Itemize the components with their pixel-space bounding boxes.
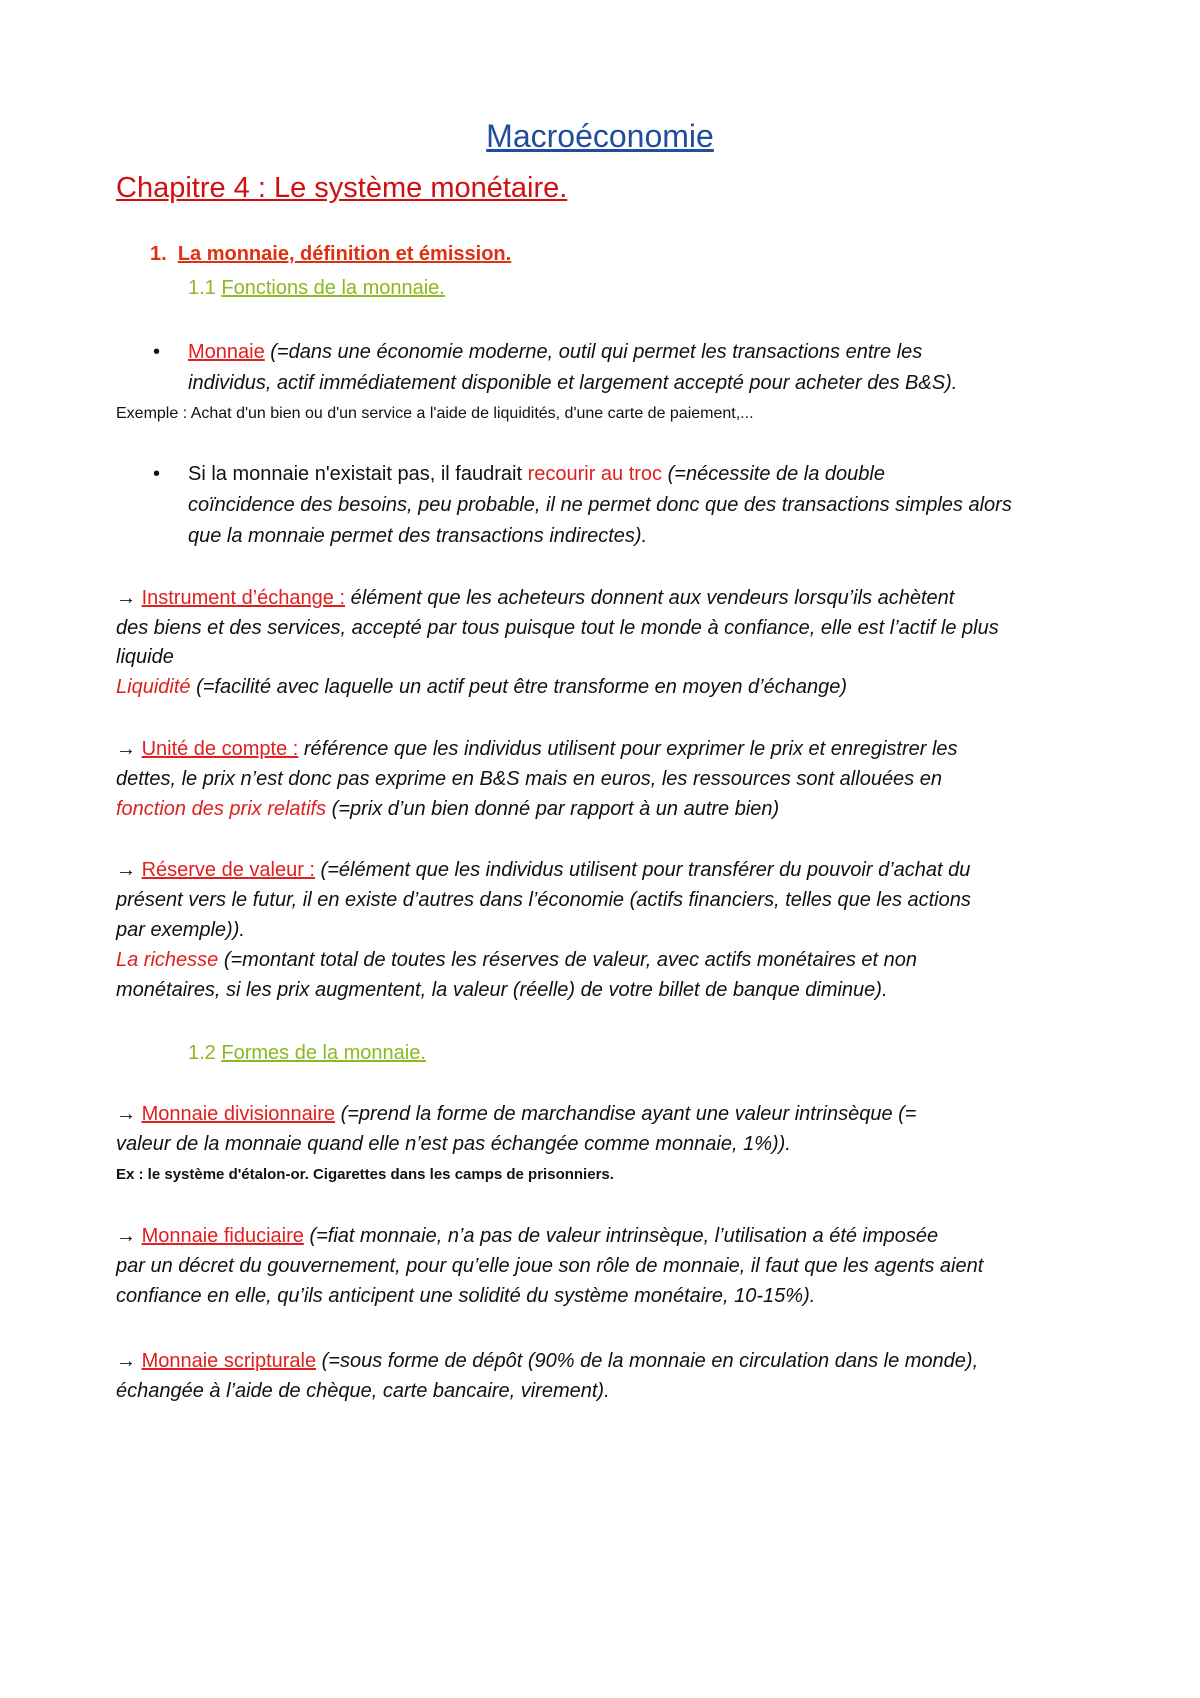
prix-relatifs-term: fonction des prix relatifs (116, 798, 327, 820)
troc-line-3: que la monnaie permet des transactions indirectes). (188, 525, 648, 547)
section-1-1-heading (188, 277, 445, 300)
document-title: Macroéconomie (486, 118, 714, 154)
arrow-icon: → (116, 859, 136, 881)
arrow-icon: → (116, 587, 136, 609)
example-2: Ex : le système d'étalon-or. Cigarettes dans les camps de prisonniers. (116, 1166, 614, 1183)
divisionnaire-line-2: valeur de la monnaie quand elle n’est pas échangée comme monnaie, 1%)). (116, 1133, 791, 1155)
arrow-icon: → (116, 1225, 136, 1247)
arrow-icon: → (116, 1350, 136, 1372)
scripturale-line-1: → Monnaie scripturale (=sous forme de dépôt (90% de la monnaie en circulation dans le monde), (116, 1350, 979, 1372)
troc-term: recourir au troc (527, 463, 663, 485)
section-1-2-heading (188, 1042, 426, 1065)
fiduciaire-line-1: → Monnaie fiduciaire (=fiat monnaie, n’a pas de valeur intrinsèque, l’utilisation a été imposée (116, 1225, 939, 1247)
fiduciaire-line-2: par un décret du gouvernement, pour qu’elle joue son rôle de monnaie, il faut que les agents aient (116, 1255, 984, 1277)
monnaie-line-2: individus, actif immédiatement disponible et largement accepté pour acheter des B&S). (188, 372, 958, 394)
fiduciaire-term: Monnaie fiduciaire (141, 1225, 304, 1247)
section-1-title: La monnaie, définition et émission. (177, 243, 512, 265)
unite-term: Unité de compte : (141, 738, 299, 760)
troc-line-1: Si la monnaie n'existait pas, il faudrait recourir au troc (=nécessite de la double (188, 463, 885, 485)
divisionnaire-term: Monnaie divisionnaire (141, 1103, 336, 1125)
section-1-2-number: 1.2 (188, 1042, 216, 1064)
scripturale-line-2: échangée à l’aide de chèque, carte bancaire, virement). (116, 1380, 610, 1402)
section-1-1-number: 1.1 (188, 277, 216, 299)
liquidite-term: Liquidité (116, 676, 191, 698)
reserve-line-3: par exemple)). (116, 919, 245, 941)
chapter-heading: Chapitre 4 : Le système monétaire. (116, 172, 568, 204)
bullet-icon: • (153, 463, 161, 485)
divisionnaire-line-1: → Monnaie divisionnaire (=prend la forme de marchandise ayant une valeur intrinsèque (= (116, 1103, 917, 1125)
scripturale-term: Monnaie scripturale (141, 1350, 317, 1372)
reserve-line-2: présent vers le futur, il en existe d’autres dans l’économie (actifs financiers, telles que les actions (116, 889, 971, 911)
reserve-line-1: → Réserve de valeur : (=élément que les individus utilisent pour transférer du pouvoir d’achat du (116, 859, 971, 881)
reserve-term: Réserve de valeur : (141, 859, 315, 881)
instrument-line-1: → Instrument d’échange : élément que les acheteurs donnent aux vendeurs lorsqu’ils achètent (116, 587, 955, 609)
monnaie-term: Monnaie (188, 341, 265, 363)
monnaie-line-1: Monnaie (=dans une économie moderne, outil qui permet les transactions entre les (188, 341, 923, 363)
section-1-1-title: Fonctions de la monnaie. (221, 277, 445, 299)
bullet-icon: • (153, 341, 161, 363)
fiduciaire-line-3: confiance en elle, qu’ils anticipent une solidité du système monétaire, 10-15%). (116, 1285, 816, 1307)
unite-line-2: dettes, le prix n’est donc pas exprime en B&S mais en euros, les ressources sont allouées en (116, 768, 942, 790)
section-1-number: 1. (150, 243, 167, 265)
section-1-heading (150, 243, 511, 266)
arrow-icon: → (116, 738, 136, 760)
troc-line-2: coïncidence des besoins, peu probable, il ne permet donc que des transactions simples alors (188, 494, 1012, 516)
richesse-line-1: La richesse (=montant total de toutes les réserves de valeur, avec actifs monétaires et non (116, 949, 917, 971)
unite-line-3: fonction des prix relatifs (=prix d’un bien donné par rapport à un autre bien) (116, 798, 780, 820)
instrument-term: Instrument d’échange : (141, 587, 346, 609)
richesse-line-2: monétaires, si les prix augmentent, la valeur (réelle) de votre billet de banque diminue). (116, 979, 888, 1001)
example-1: Exemple : Achat d'un bien ou d'un service a l'aide de liquidités, d'une carte de paiement,... (116, 405, 754, 422)
richesse-term: La richesse (116, 949, 219, 971)
section-1-2-title: Formes de la monnaie. (221, 1042, 426, 1064)
arrow-icon: → (116, 1103, 136, 1125)
unite-line-1: → Unité de compte : référence que les individus utilisent pour exprimer le prix et enregistrer les (116, 738, 958, 760)
instrument-line-2: des biens et des services, accepté par tous puisque tout le monde à confiance, elle est l’actif le plus (116, 617, 999, 639)
instrument-line-3: liquide (116, 646, 174, 668)
liquidite-line: Liquidité (=facilité avec laquelle un actif peut être transforme en moyen d’échange) (116, 676, 847, 698)
